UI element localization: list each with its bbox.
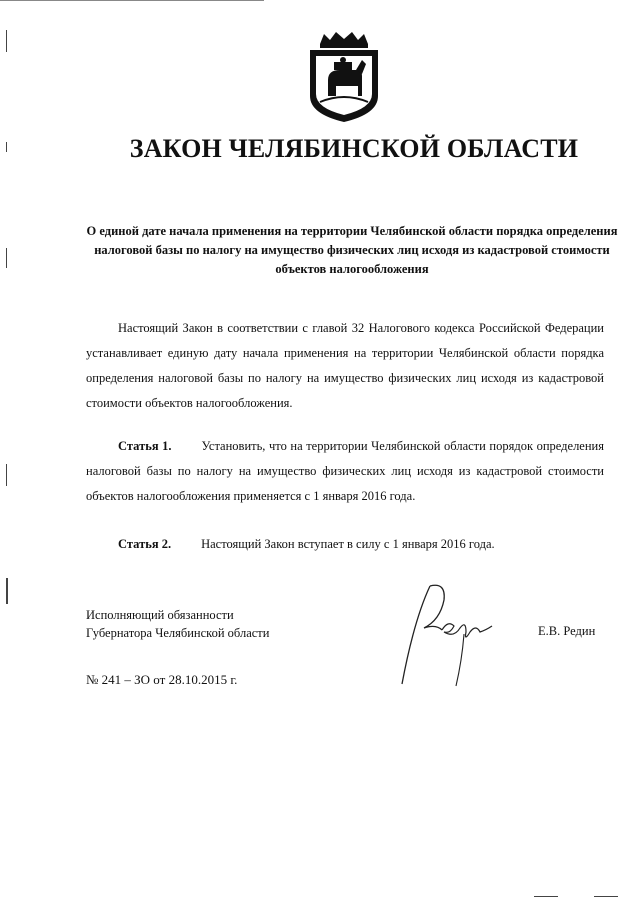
page-title: ЗАКОН ЧЕЛЯБИНСКОЙ ОБЛАСТИ bbox=[129, 134, 579, 163]
scan-mark bbox=[594, 896, 618, 897]
signer-position-line2: Губернатора Челябинской области bbox=[86, 626, 270, 640]
article-1-text: Установить, что на территории Челябинской области порядок определения налоговой базы по налогу на имущество физических лиц исходя из кадастровой стоимости объектов налогообложения применяется с 1 января 2016 года. bbox=[86, 439, 604, 503]
scan-mark bbox=[6, 248, 7, 268]
scan-mark bbox=[6, 30, 7, 52]
handwritten-signature bbox=[396, 580, 506, 692]
law-subtitle: О единой дате начала применения на территории Челябинской области порядка определения налоговой базы по налогу на имущество физических лиц исходя из кадастровой стоимости объектов налогообложения bbox=[86, 224, 618, 276]
scan-mark bbox=[6, 464, 7, 486]
chelyabinsk-coat-of-arms-icon bbox=[306, 30, 382, 124]
scan-mark bbox=[534, 896, 558, 897]
signer-position bbox=[86, 606, 269, 642]
article-1-label: Статья 1. bbox=[118, 439, 172, 453]
scan-mark bbox=[6, 578, 8, 604]
article-1 bbox=[86, 434, 604, 509]
article-2 bbox=[86, 532, 604, 557]
signer-name: Е.В. Редин bbox=[538, 624, 596, 638]
signer-position-line1: Исполняющий обязанности bbox=[86, 608, 234, 622]
preamble-paragraph: Настоящий Закон в соответствии с главой 32 Налогового кодекса Российской Федерации устанавливает единую дату начала применения на территории Челябинской области порядка определения налоговой базы по налогу на имущество физических лиц исходя из кадастровой стоимости объектов налогообложения. bbox=[86, 321, 604, 410]
scan-mark bbox=[0, 0, 264, 1]
article-2-text: Настоящий Закон вступает в силу с 1 января 2016 года. bbox=[201, 537, 495, 551]
article-2-label: Статья 2. bbox=[118, 537, 172, 551]
document-number: № 241 – ЗО от 28.10.2015 г. bbox=[86, 672, 238, 687]
